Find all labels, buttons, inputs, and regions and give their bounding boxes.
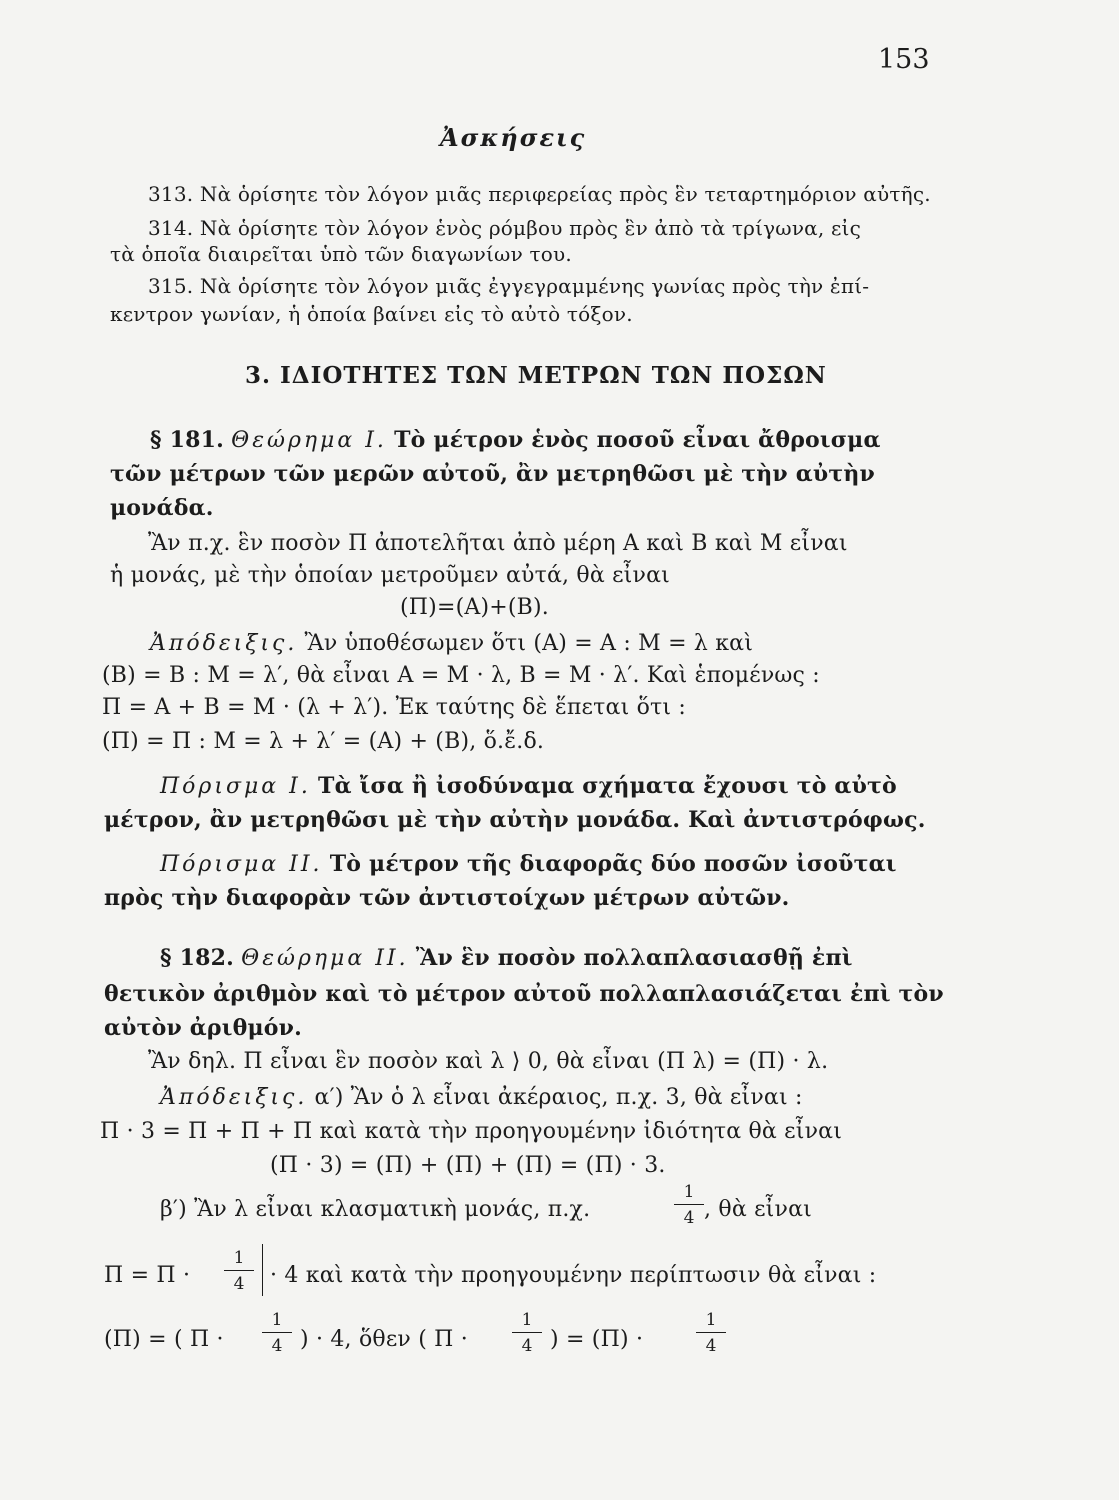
theorem-182-name: Θεώρημα ΙΙ. <box>241 946 409 971</box>
proof-181-label: Ἀπόδειξις. <box>150 631 298 656</box>
example-181-equation: (Π)=(Α)+(Β). <box>400 595 549 620</box>
example-182: Ἂν δηλ. Π εἶναι ἓν ποσὸν καὶ λ ⟩ 0, θὰ εἶναι (Π λ) = (Π) · λ. <box>148 1049 829 1074</box>
case-b-line3-start: (Π) = ( Π · <box>104 1327 224 1352</box>
corollary-1-label: Πόρισμα Ι. <box>160 774 311 799</box>
corollary-2-text-2: πρὸς τὴν διαφορὰν τῶν ἀντιστοίχων μέτρων αὐτῶν. <box>104 885 790 911</box>
corollary-2-text-1: Τὸ μέτρον τῆς διαφορᾶς δύο ποσῶν ἰσοῦται <box>329 851 897 877</box>
case-b-line2-start: Π = Π · <box>104 1263 191 1288</box>
example-181-line2: ἡ μονάς, μὲ τὴν ὁποίαν μετροῦμεν αὐτά, θὰ εἶναι <box>110 563 670 588</box>
theorem-181-line1 <box>150 426 881 455</box>
proof-181-line1 <box>150 630 753 658</box>
theorem-181-label: § 181. <box>150 427 224 453</box>
proof-181-line3: Π = Α + Β = Μ · (λ + λ′). Ἐκ ταύτης δὲ ἕπεται ὅτι : <box>102 695 687 720</box>
theorem-181-text-1: Τὸ μέτρον ἑνὸς ποσοῦ εἶναι ἄθροισμα <box>394 427 881 453</box>
vertical-bar <box>262 1244 263 1296</box>
fraction-4-bar <box>512 1332 542 1333</box>
fraction-3-bar <box>262 1332 292 1333</box>
page-number: 153 <box>878 44 930 75</box>
corollary-1-text-1: Τὰ ἴσα ἢ ἰσοδύναμα σχήματα ἔχουσι τὸ αὐτὸ <box>318 773 897 799</box>
case-b-line2-end: · 4 καὶ κατὰ τὴν προηγουμένην περίπτωσιν θὰ εἶναι : <box>270 1263 877 1288</box>
proof-182-equation: (Π · 3) = (Π) + (Π) + (Π) = (Π) · 3. <box>270 1153 666 1178</box>
fraction-1-bar <box>674 1204 704 1205</box>
exercise-314: 314. Νὰ ὁρίσητε τὸν λόγον ἑνὸς ρόμβου πρὸς ἓν ἀπὸ τὰ τρίγωνα, εἰς <box>148 216 861 240</box>
fraction-2-denominator: 4 <box>233 1274 245 1294</box>
theorem-182-text-1: Ἂν ἓν ποσὸν πολλαπλασιασθῇ ἐπὶ <box>415 945 853 971</box>
proof-182-text-1: α′) Ἂν ὁ λ εἶναι ἀκέραιος, π.χ. 3, θὰ εἶναι : <box>314 1085 803 1110</box>
exercise-315: 315. Νὰ ὁρίσητε τὸν λόγον μιᾶς ἐγγεγραμμένης γωνίας πρὸς τὴν ἐπί- <box>148 274 870 298</box>
case-b-line1-end: , θὰ εἶναι <box>704 1197 812 1222</box>
proof-182-label: Ἀπόδειξις. <box>160 1085 308 1110</box>
theorem-182-text-3: αὐτὸν ἀριθμόν. <box>104 1015 302 1041</box>
case-b-line3-mid: ) · 4, ὅθεν ( Π · <box>300 1327 468 1352</box>
theorem-182-text-2: θετικὸν ἀριθμὸν καὶ τὸ μέτρον αὐτοῦ πολλαπλασιάζεται ἐπὶ τὸν <box>104 981 944 1007</box>
proof-181-text-1: Ἂν ὑποθέσωμεν ὅτι (Α) = Α : Μ = λ καὶ <box>304 631 754 656</box>
exercise-315-cont: κεντρον γωνίαν, ἡ ὁποία βαίνει εἰς τὸ αὐτὸ τόξον. <box>110 302 633 326</box>
fraction-2-bar <box>224 1270 254 1271</box>
fraction-1-denominator: 4 <box>683 1208 695 1228</box>
fraction-5-denominator: 4 <box>705 1336 717 1356</box>
fraction-1-numerator: 1 <box>683 1182 695 1202</box>
case-b-line1: β′) Ἂν λ εἶναι κλασματικὴ μονάς, π.χ. <box>160 1197 591 1222</box>
proof-181-line4: (Π) = Π : Μ = λ + λ′ = (Α) + (Β), ὅ.ἔ.δ. <box>102 729 545 754</box>
corollary-1-text-2: μέτρον, ἂν μετρηθῶσι μὲ τὴν αὐτὴν μονάδα. Καὶ ἀντιστρόφως. <box>104 807 926 833</box>
theorem-181-name: Θεώρημα Ι. <box>231 428 387 453</box>
theorem-182-label: § 182. <box>160 945 234 971</box>
corollary-2-label: Πόρισμα ΙΙ. <box>160 852 323 877</box>
theorem-182-line1 <box>160 944 853 973</box>
fraction-5-numerator: 1 <box>705 1310 717 1330</box>
fraction-5-bar <box>696 1332 726 1333</box>
section-title: 3. ΙΔΙΟΤΗΤΕΣ ΤΩΝ ΜΕΤΡΩΝ ΤΩΝ ΠΟΣΩΝ <box>245 362 827 389</box>
fraction-2-numerator: 1 <box>233 1248 245 1268</box>
proof-181-line2: (Β) = Β : Μ = λ′, θὰ εἶναι Α = Μ · λ, Β = Μ · λ′. Καὶ ἑπομένως : <box>102 663 820 688</box>
theorem-181-text-2: τῶν μέτρων τῶν μερῶν αὐτοῦ, ἂν μετρηθῶσι μὲ τὴν αὐτὴν <box>110 461 875 487</box>
exercises-heading: Ἀσκήσεις <box>440 123 587 152</box>
case-b-line3-end: ) = (Π) · <box>550 1327 644 1352</box>
fraction-4-numerator: 1 <box>521 1310 533 1330</box>
corollary-2-line1 <box>160 850 897 879</box>
fraction-4-denominator: 4 <box>521 1336 533 1356</box>
fraction-3-denominator: 4 <box>271 1336 283 1356</box>
exercise-313: 313. Νὰ ὁρίσητε τὸν λόγον μιᾶς περιφερείας πρὸς ἓν τεταρτημόριον αὐτῆς. <box>148 182 931 206</box>
theorem-181-text-3: μονάδα. <box>110 495 214 521</box>
proof-182-line2: Π · 3 = Π + Π + Π καὶ κατὰ τὴν προηγουμένην ἰδιότητα θὰ εἶναι <box>100 1119 843 1144</box>
fraction-3-numerator: 1 <box>271 1310 283 1330</box>
example-181-line1: Ἂν π.χ. ἓν ποσὸν Π ἀποτελῆται ἀπὸ μέρη Α καὶ Β καὶ Μ εἶναι <box>148 531 848 556</box>
corollary-1-line1 <box>160 772 897 801</box>
proof-182-line1 <box>160 1084 803 1112</box>
exercise-314-cont: τὰ ὁποῖα διαιρεῖται ὑπὸ τῶν διαγωνίων του. <box>110 242 572 266</box>
